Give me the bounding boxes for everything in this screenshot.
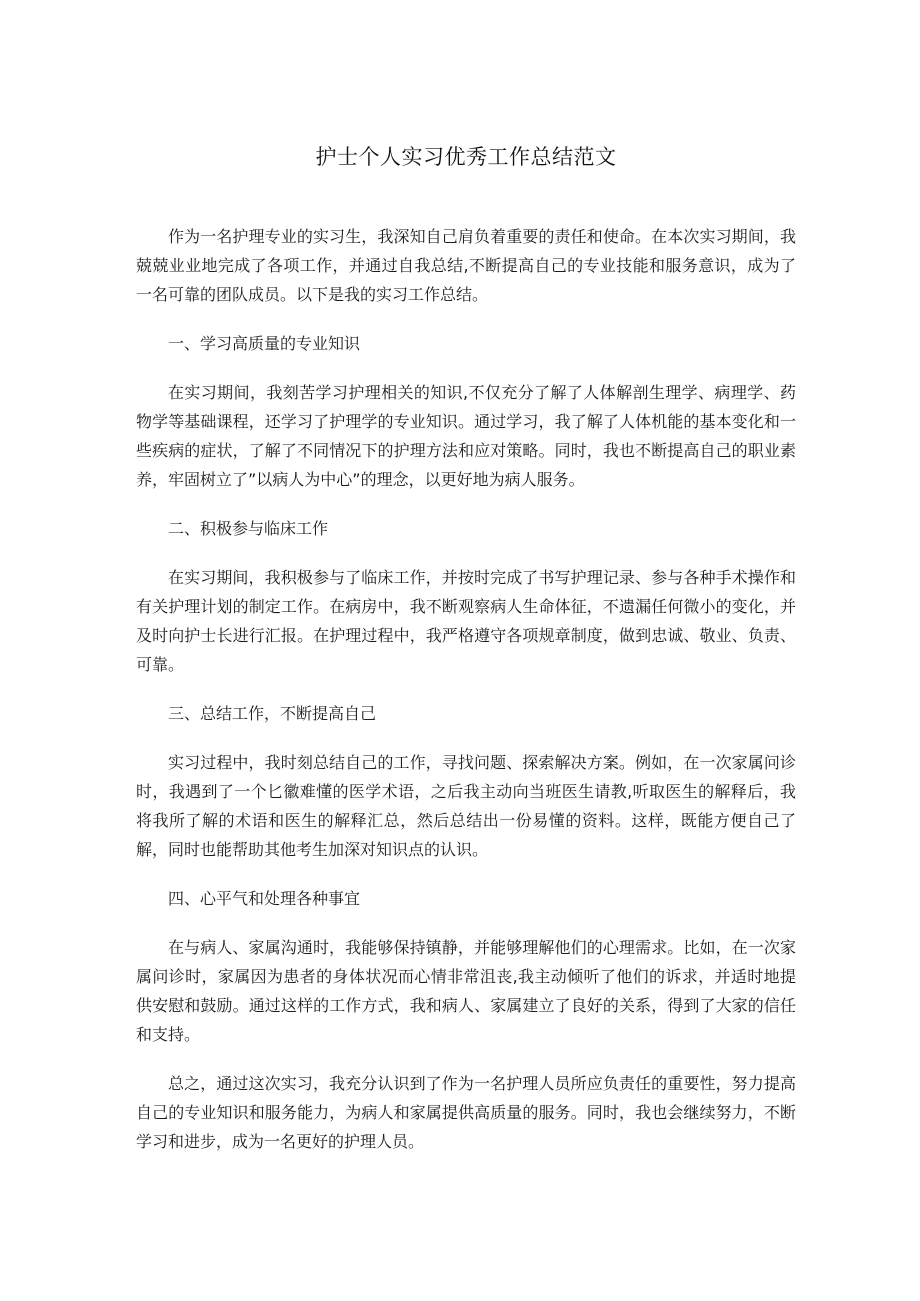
intro-paragraph: 作为一名护理专业的实习生，我深知自己肩负着重要的责任和使命。在本次实习期间，我兢兢业业地完成了各项工作，并通过自我总结,不断提高自己的专业技能和服务意识，成为了一名可靠的团队成员。以下是我的实习工作总结。 — [136, 227, 796, 304]
section-paragraph-3: 实习过程中，我时刻总结自己的工作，寻找问题、探索解决方案。例如，在一次家属问诊时，我遇到了一个匕徽难懂的医学术语，之后我主动向当班医生请教,听取医生的解释后，我将我所了解的术语和医生的解释汇总，然后总结出一份易懂的资料。这样，既能方便自己了解，同时也能帮助其他考生加深对知识点的认识。 — [136, 753, 796, 859]
section-paragraph-1: 在实习期间，我刻苦学习护理相关的知识,不仅充分了解了人体解剖生理学、病理学、药物学等基础课程，还学习了护理学的专业知识。通过学习，我了解了人体机能的基本变化和一些疾病的症状，了解了不同情况下的护理方法和应对策略。同时，我也不断提高自己的职业素养，牢固树立了”以病人为中心”的理念，以更好地为病人服务。 — [136, 383, 796, 489]
document-title: 护士个人实习优秀工作总结范文 — [315, 145, 617, 169]
section-heading-3: 三、总结工作，不断提高自己 — [168, 704, 377, 723]
section-paragraph-2: 在实习期间，我积极参与了临床工作，并按时完成了书写护理记录、参与各种手术操作和有关护理计划的制定工作。在病房中，我不断观察病人生命体征，不遗漏任何微小的变化，并及时向护士长进行汇报。在护理过程中，我严格遵守各项规章制度，做到忠诚、敬业、负责、可靠。 — [136, 568, 796, 674]
section-heading-2: 二、积极参与临床工作 — [168, 519, 329, 538]
section-heading-4: 四、心平气和处理各种事宜 — [168, 889, 361, 908]
document-body — [136, 222, 796, 1156]
section-heading-1: 一、学习高质量的专业知识 — [168, 334, 361, 353]
document-page — [136, 0, 796, 1176]
conclusion-paragraph: 总之，通过这次实习，我充分认识到了作为一名护理人员所应负责任的重要性，努力提高自己的专业知识和服务能力，为病人和家属提供高质量的服务。同时，我也会继续努力，不断学习和进步，成为一名更好的护理人员。 — [136, 1074, 796, 1151]
section-paragraph-4: 在与病人、家属沟通时，我能够保持镇静，并能够理解他们的心理需求。比如，在一次家属问诊时，家属因为患者的身体状况而心情非常沮丧,我主动倾听了他们的诉求，并适时地提供安慰和鼓励。通过这样的工作方式，我和病人、家属建立了良好的关系，得到了大家的信任和支持。 — [136, 938, 796, 1044]
